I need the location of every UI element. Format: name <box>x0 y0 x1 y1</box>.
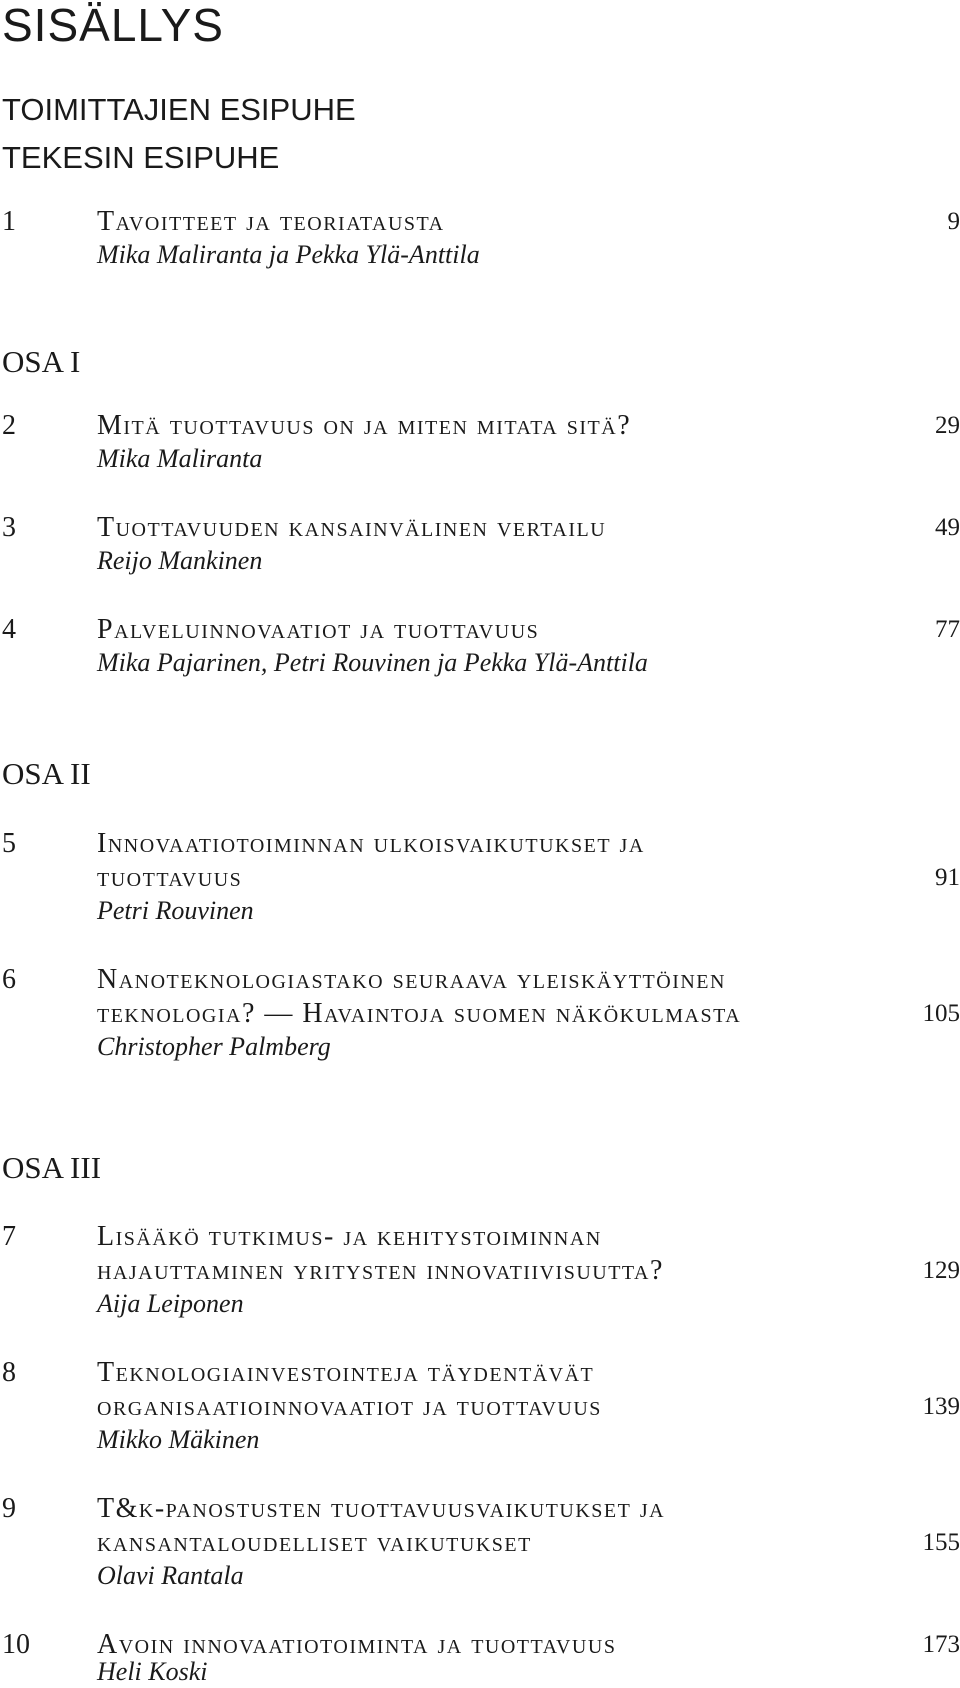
chapter-author: Mika Pajarinen, Petri Rouvinen ja Pekka Ylä-Anttila <box>97 648 648 677</box>
chapter-title-line: Palveluinnovaatiot ja tuottavuus <box>97 614 540 645</box>
chapter-title-line: Avoin innovaatiotoiminta ja tuottavuus <box>97 1629 617 1660</box>
page-number: 173 <box>922 1631 960 1658</box>
chapter-author: Reijo Mankinen <box>97 546 263 575</box>
page-number: 77 <box>935 616 960 643</box>
chapter-title <box>97 827 837 895</box>
chapter-title-line: T&k-panostusten tuottavuusvaikutukset ja <box>97 1493 666 1524</box>
page-number: 91 <box>935 864 960 891</box>
page-title: SISÄLLYS <box>2 0 224 51</box>
chapter-author: Mikko Mäkinen <box>97 1425 260 1454</box>
page-number: 155 <box>922 1529 960 1556</box>
chapter-title <box>97 613 837 647</box>
chapter-author: Christopher Palmberg <box>97 1032 331 1061</box>
chapter-title-line: kansantaloudelliset vaikutukset <box>97 1527 532 1558</box>
section-heading-osa-iii: OSA III <box>2 1150 102 1185</box>
section-heading-osa-ii: OSA II <box>2 756 91 791</box>
chapter-title <box>97 963 837 1031</box>
chapter-title-line: Innovaatiotoiminnan ulkoisvaikutukset ja <box>97 828 645 859</box>
chapter-title <box>97 1220 837 1288</box>
chapter-author: Olavi Rantala <box>97 1561 244 1590</box>
chapter-title <box>97 409 837 443</box>
chapter-title-line: Tavoitteet ja teoriatausta <box>97 206 445 237</box>
page-number: 139 <box>922 1393 960 1420</box>
chapter-title-line: hajauttaminen yritysten innovatiivisuutta? <box>97 1255 664 1286</box>
chapter-number: 8 <box>2 1357 16 1388</box>
chapter-number: 10 <box>2 1629 30 1660</box>
chapter-author: Petri Rouvinen <box>97 896 254 925</box>
chapter-title-line: Mitä tuottavuus on ja miten mitata sitä? <box>97 410 632 441</box>
chapter-author: Heli Koski <box>97 1657 208 1686</box>
chapter-number: 6 <box>2 964 16 995</box>
chapter-number: 4 <box>2 614 16 645</box>
chapter-title <box>97 511 837 545</box>
chapter-title <box>97 1356 837 1424</box>
chapter-number: 2 <box>2 410 16 441</box>
chapter-title <box>97 205 837 239</box>
page-number: 29 <box>935 412 960 439</box>
chapter-title-line: Teknologiainvestointeja täydentävät <box>97 1357 595 1388</box>
page-number: 129 <box>922 1257 960 1284</box>
chapter-number: 9 <box>2 1493 16 1524</box>
page-number: 49 <box>935 514 960 541</box>
chapter-number: 5 <box>2 828 16 859</box>
chapter-title-line: Tuottavuuden kansainvälinen vertailu <box>97 512 607 543</box>
page-number: 9 <box>947 208 960 235</box>
chapter-title-line: organisaatioinnovaatiot ja tuottavuus <box>97 1391 602 1422</box>
chapter-author: Mika Maliranta <box>97 444 263 473</box>
chapter-number: 1 <box>2 206 16 237</box>
chapter-number: 3 <box>2 512 16 543</box>
chapter-author: Mika Maliranta ja Pekka Ylä-Anttila <box>97 240 480 269</box>
chapter-number: 7 <box>2 1221 16 1252</box>
chapter-title-line: teknologia? — Havaintoja suomen näkökulmasta <box>97 998 742 1029</box>
chapter-title-line: Lisääkö tutkimus- ja kehitystoiminnan <box>97 1221 602 1252</box>
page-number: 105 <box>922 1000 960 1027</box>
chapter-title-line: tuottavuus <box>97 862 243 893</box>
chapter-author: Aija Leiponen <box>97 1289 244 1318</box>
front-matter-toimittajien-esipuhe: TOIMITTAJIEN ESIPUHE <box>2 92 356 127</box>
chapter-title-line: Nanoteknologiastako seuraava yleiskäyttöinen <box>97 964 726 995</box>
chapter-title <box>97 1628 837 1662</box>
chapter-title <box>97 1492 837 1560</box>
front-matter-tekesin-esipuhe: TEKESIN ESIPUHE <box>2 140 280 175</box>
section-heading-osa-i: OSA I <box>2 344 81 379</box>
